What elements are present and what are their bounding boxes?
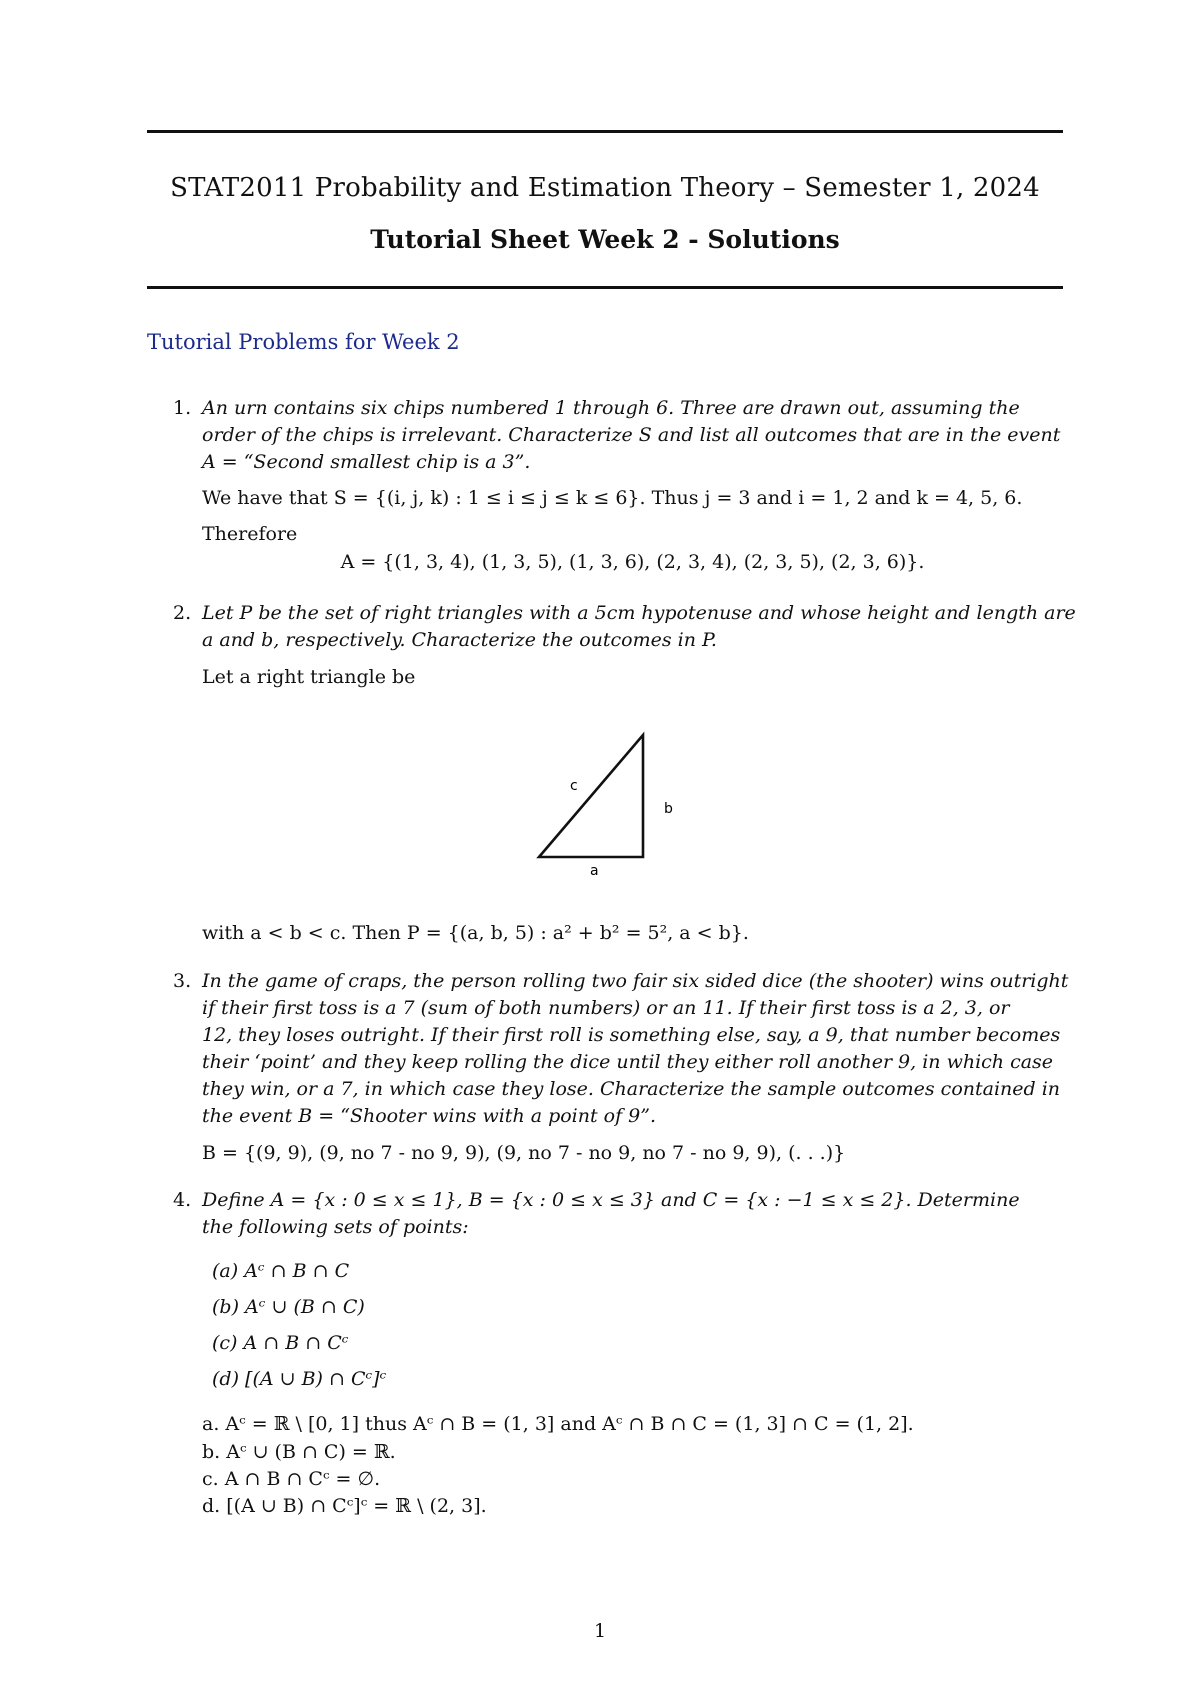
problem-4-answer-a: a. Aᶜ = ℝ \ [0, 1] thus Aᶜ ∩ B = (1, 3] and Aᶜ ∩ B ∩ C = (1, 3] ∩ C = (1, 2]. [202,1413,914,1435]
problem-4-part-b: (b) Aᶜ ∪ (B ∩ C) [212,1296,365,1318]
section-heading: Tutorial Problems for Week 2 [147,330,460,354]
top-rule [147,130,1063,133]
problem-4-question-line: Define A = {x : 0 ≤ x ≤ 1}, B = {x : 0 ≤ x ≤ 3} and C = {x : −1 ≤ x ≤ 2}. Determine [202,1189,1020,1211]
base-label: a [590,863,599,879]
hypotenuse-label: c [570,778,578,794]
problem-2-answer-line: Let a right triangle be [202,666,416,688]
problem-3-question-line: the event B = “Shooter wins with a point of 9”. [202,1105,657,1127]
course-title: STAT2011 Probability and Estimation Theory – Semester 1, 2024 [170,173,1040,203]
problem-4-question-line: the following sets of points: [202,1216,469,1238]
problem-3-answer-line: B = {(9, 9), (9, no 7 - no 9, 9), (9, no 7 - no 9, no 7 - no 9, 9), (. . .)} [202,1142,846,1164]
problem-3-question-line: their ‘point’ and they keep rolling the dice until they either roll another 9, in which case [202,1051,1054,1073]
problem-2-conclusion: with a < b < c. Then P = {(a, b, 5) : a² + b² = 5², a < b}. [202,922,749,944]
problem-1-number: 1. [173,397,192,419]
problem-3-question-line: In the game of craps, the person rolling two fair six sided dice (the shooter) wins outright [202,970,1069,992]
problem-3-number: 3. [173,970,192,992]
problem-3-question-line: 12, they loses outright. If their first roll is something else, say, a 9, that number becomes [202,1024,1061,1046]
problem-2-number: 2. [173,602,192,624]
problem-1-display: A = {(1, 3, 4), (1, 3, 5), (1, 3, 6), (2, 3, 4), (2, 3, 5), (2, 3, 6)}. [340,551,925,573]
problem-4-part-a: (a) Aᶜ ∩ B ∩ C [212,1260,350,1282]
problem-4-number: 4. [173,1189,192,1211]
bottom-rule [147,286,1063,289]
problem-4-answer-b: b. Aᶜ ∪ (B ∩ C) = ℝ. [202,1441,396,1463]
vertical-side-label: b [664,801,673,817]
problem-1-answer-line: Therefore [202,523,298,545]
sheet-title: Tutorial Sheet Week 2 - Solutions [370,225,840,254]
problem-2-question-line: Let P be the set of right triangles with a 5cm hypotenuse and whose height and length are [202,602,1076,624]
problem-3-question-line: they win, or a 7, in which case they lose. Characterize the sample outcomes contained in [202,1078,1061,1100]
problem-4-answer-c: c. A ∩ B ∩ Cᶜ = ∅. [202,1468,381,1490]
problem-3-question-line: if their first toss is a 7 (sum of both numbers) or an 11. If their first toss is a 2, 3, or [202,997,1010,1019]
problem-1-question-line: An urn contains six chips numbered 1 through 6. Three are drawn out, assuming the [202,397,1020,419]
problem-2-question-line: a and b, respectively. Characterize the outcomes in P. [202,629,717,651]
problem-1-question-line: A = “Second smallest chip is a 3”. [202,451,531,473]
right-triangle-outline [539,735,643,857]
problem-1-answer-line: We have that S = {(i, j, k) : 1 ≤ i ≤ j ≤ k ≤ 6}. Thus j = 3 and i = 1, 2 and k = 4, 5, 6. [202,487,1023,509]
problem-4-part-d: (d) [(A ∪ B) ∩ Cᶜ]ᶜ [212,1368,387,1390]
problem-4-answer-d: d. [(A ∪ B) ∩ Cᶜ]ᶜ = ℝ \ (2, 3]. [202,1495,487,1517]
problem-4-part-c: (c) A ∩ B ∩ Cᶜ [212,1332,349,1354]
right-triangle-figure [520,725,720,895]
problem-1-question-line: order of the chips is irrelevant. Characterize S and list all outcomes that are in the event [202,424,1061,446]
page-number: 1 [593,1620,607,1642]
